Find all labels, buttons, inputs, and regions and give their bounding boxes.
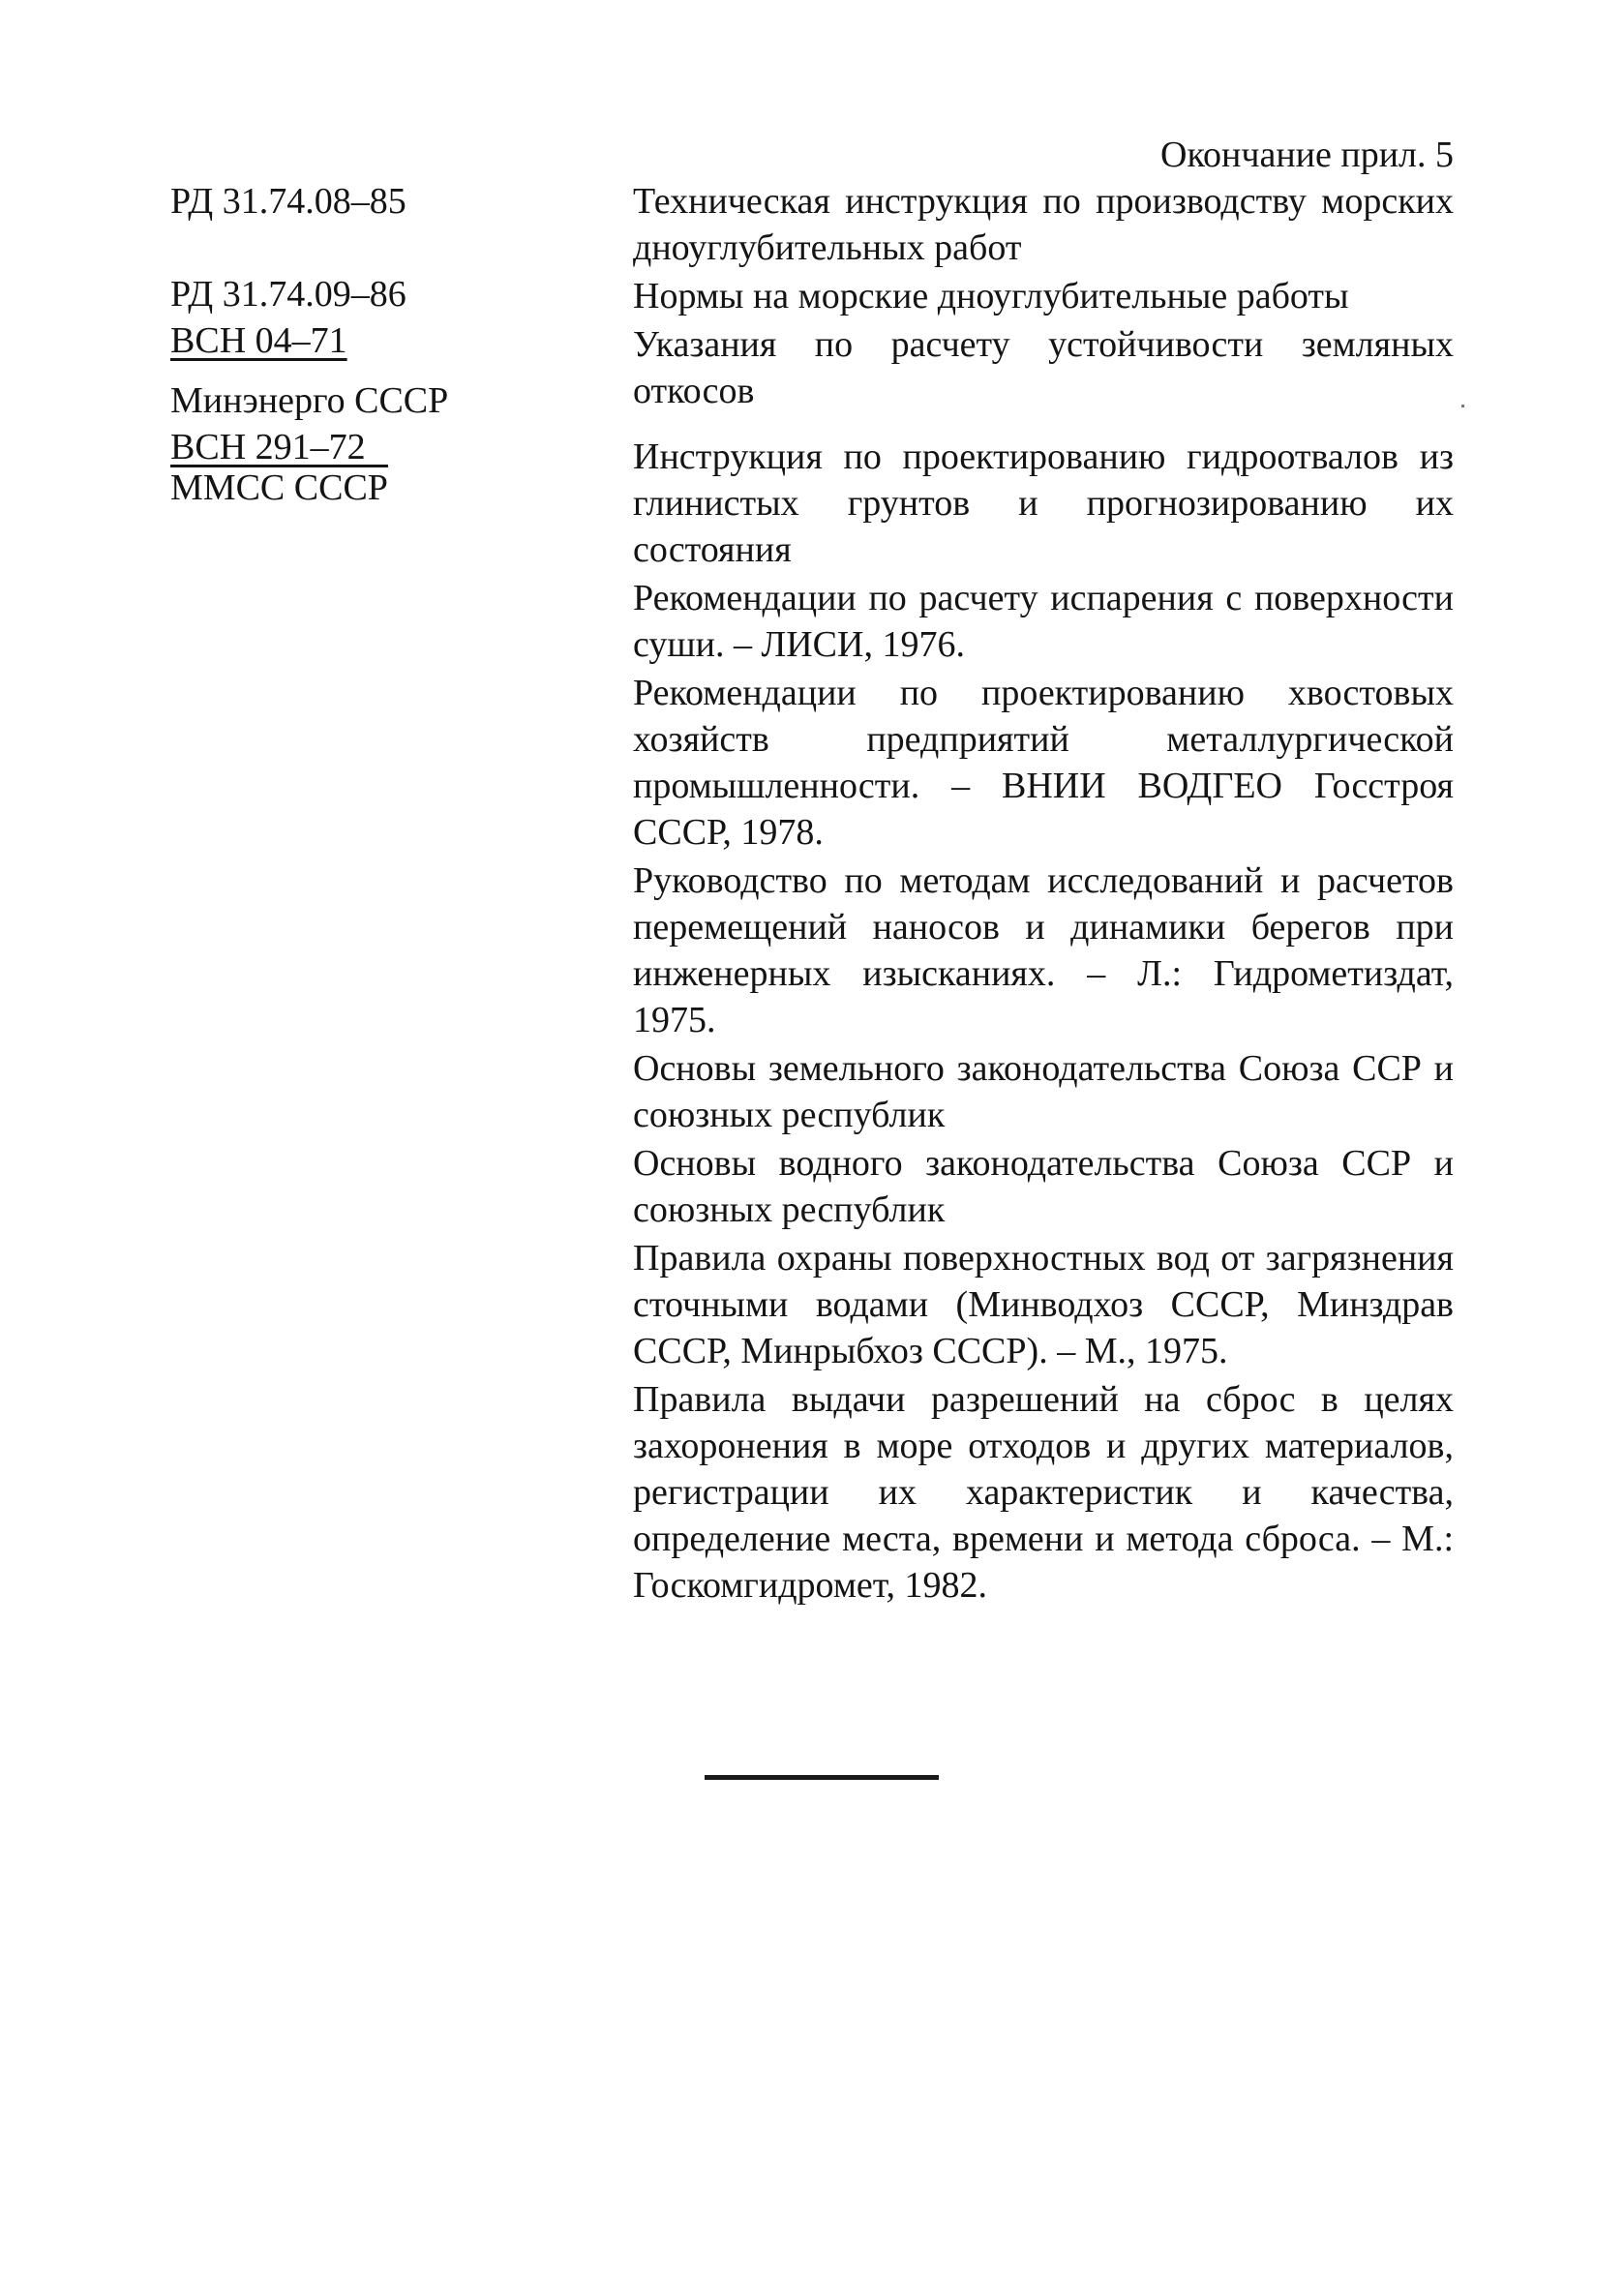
reference-item: Основы водного законодательства Союза ССР и союзных республик: [633, 1143, 1454, 1230]
code-vsn-04-71: ВСН 04–71: [170, 320, 347, 361]
reference-list: [633, 178, 1454, 1610]
code-mmss-sssr: ММСС СССР: [170, 467, 388, 508]
code-rd-31-74-08-85: РД 31.74.08–85: [170, 181, 406, 222]
scan-speck: [1461, 405, 1464, 407]
reference-item: Инструкция по проектированию гидроотвалов из глинистых грунтов и прогнозированию их состояния: [633, 436, 1454, 570]
end-rule: [705, 1775, 939, 1780]
reference-item: Руководство по методам исследований и расчетов перемещений наносов и динамики берегов при инженерных изысканиях. – Л.: Гидрометиздат, 1975.: [633, 860, 1454, 1040]
code-vsn-291-72: ВСН 291–72: [170, 427, 366, 467]
reference-item: Основы земельного законодательства Союза ССР и союзных республик: [633, 1048, 1454, 1135]
reference-item: Рекомендации по расчету испарения с поверхности суши. – ЛИСИ, 1976.: [633, 578, 1454, 665]
reference-item: Правила выдачи разрешений на сброс в целях захоронения в море отходов и других материалов, регистрации их характеристик и качества, определение места, времени и метода сброса. – М.: Госкомгидромет, 1982.: [633, 1379, 1454, 1606]
reference-item: Указания по расчету устойчивости земляных откосов: [633, 324, 1454, 411]
document-codes-column: [170, 178, 461, 511]
page-heading: Окончание прил. 5: [1160, 135, 1454, 175]
code-minenergo-sssr: Минэнерго СССР: [170, 380, 449, 421]
reference-item: Рекомендации по проектированию хвостовых хозяйств предприятий металлургической промышленности. – ВНИИ ВОДГЕО Госстроя СССР, 1978.: [633, 673, 1454, 853]
reference-item: Нормы на морские дноуглубительные работы: [633, 276, 1349, 316]
code-rd-31-74-09-86: РД 31.74.09–86: [170, 274, 406, 315]
reference-item: Техническая инструкция по производству морских дноуглубительных работ: [633, 181, 1454, 268]
reference-item: Правила охраны поверхностных вод от загрязнения сточными водами (Минводхоз СССР, Минздрав СССР, Минрыбхоз СССР). – М., 1975.: [633, 1238, 1454, 1371]
